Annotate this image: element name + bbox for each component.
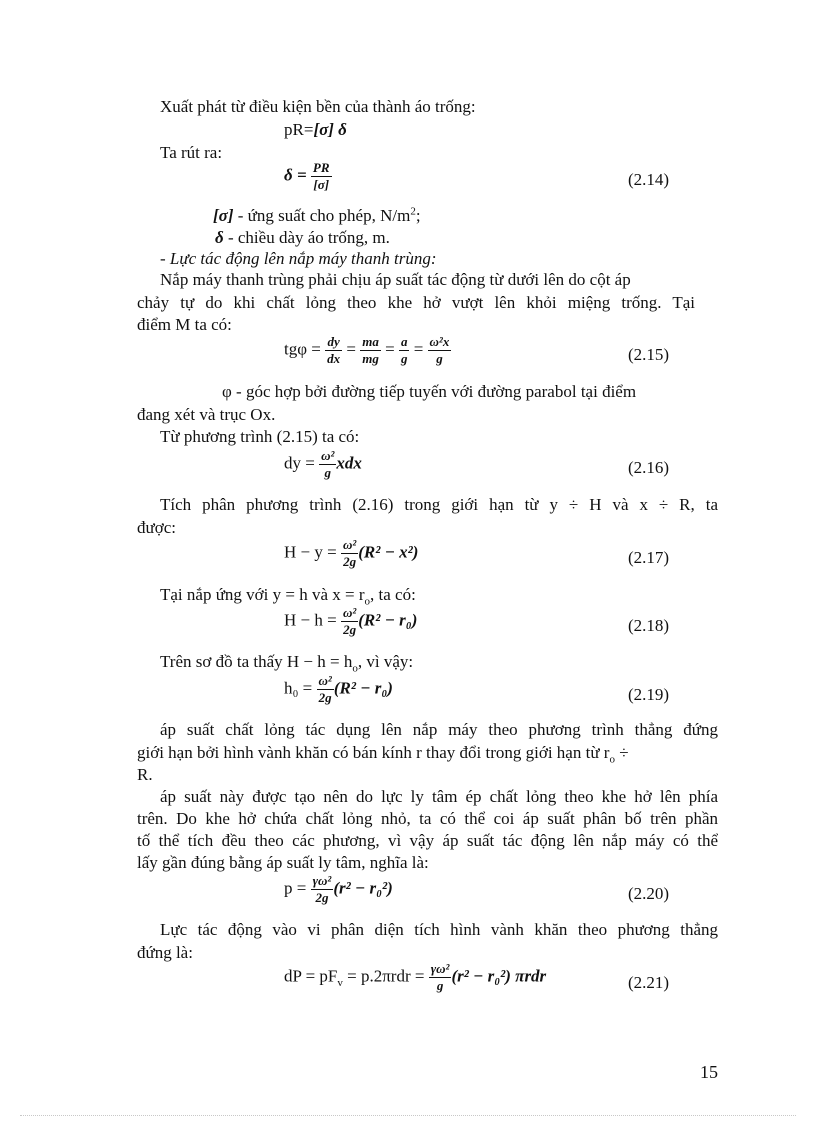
equation-number: (2.15) — [628, 345, 670, 364]
equation-number: (2.16) — [628, 458, 670, 477]
equation-lhs: tgφ = — [284, 339, 321, 359]
numerator: ω² — [317, 674, 334, 690]
definition-text: - ứng suất cho phép, N/m — [233, 206, 411, 225]
denominator: 2g — [315, 890, 329, 906]
paragraph-line: Lực tác động vào vi phân diện tích hình vành khăn theo phương thẳng — [160, 920, 718, 939]
denominator: 2g — [318, 690, 332, 706]
equation-lhs: p = — [284, 878, 307, 898]
paragraph-line: điểm M ta có: — [137, 315, 232, 334]
superscript: 2 — [410, 205, 416, 218]
formula-symbol: [σ] δ — [313, 120, 347, 139]
numerator: γω² — [429, 962, 452, 978]
subscript: o — [364, 595, 371, 608]
equation-rhs: (r² − r₀²) πrdr — [451, 966, 547, 986]
paragraph-line: Từ phương trình (2.15) ta có: — [160, 427, 360, 446]
equation-rhs: (r² − r₀²) — [333, 878, 393, 898]
equation-number: (2.18) — [628, 616, 670, 635]
formula-line — [284, 121, 347, 138]
equation-2-19 — [284, 674, 393, 706]
equation-number: (2.17) — [628, 548, 670, 567]
denominator: g — [436, 351, 443, 367]
equation-rhs: (R² − x²) — [358, 542, 419, 562]
denominator: g — [324, 465, 331, 481]
equation-lhs-continued: = p.2πrdr = — [342, 966, 425, 986]
equation-number: (2.20) — [628, 884, 670, 903]
equation-lhs: H − h = — [284, 610, 337, 630]
paragraph-line: Nắp máy thanh trùng phải chịu áp suất tác động từ dưới lên do cột áp — [160, 270, 631, 289]
denominator: 2g — [343, 622, 357, 638]
equation-2-16 — [284, 449, 362, 481]
definition-line — [215, 229, 390, 246]
definition-line: [σ] - ứng suất cho phép, $N/m^2$; — [213, 205, 421, 225]
equation-2-20 — [284, 874, 393, 906]
fraction — [317, 674, 334, 706]
paragraph-line: áp suất chất lỏng tác dụng lên nắp máy theo phương trình thẳng đứng — [160, 720, 718, 739]
text: , vì vậy: — [357, 652, 414, 671]
equation-number: (2.21) — [628, 973, 670, 992]
fraction — [319, 449, 336, 481]
fraction — [325, 335, 342, 367]
equation-2-17 — [284, 538, 418, 570]
subscript: v — [337, 977, 343, 990]
paragraph-line: R. — [137, 765, 153, 784]
equation-2-14 — [284, 161, 332, 193]
fraction — [428, 335, 452, 367]
page-bottom-divider — [20, 1115, 796, 1116]
equation-rhs: (R² − r₀) — [333, 678, 393, 698]
definition-text: - chiều dày áo trống, m. — [223, 228, 390, 247]
paragraph-line: Ta rút ra: — [160, 143, 223, 162]
section-heading: - Lực tác động lên nắp máy thanh trùng: — [160, 249, 437, 268]
subscript: o — [352, 662, 358, 675]
denominator: 2g — [343, 554, 357, 570]
numerator: ma — [360, 335, 381, 351]
text: giới hạn bởi hình vành khăn có bán kính r thay đổi trong giới hạn từ r — [137, 743, 610, 762]
paragraph-line: Tích phân phương trình (2.16) trong giới hạn từ y ÷ H và x ÷ R, ta — [160, 495, 718, 514]
equation-lhs: dy = — [284, 453, 315, 473]
paragraph-line: lấy gần đúng bằng áp suất ly tâm, nghĩa là: — [137, 853, 429, 872]
text: Tại nắp ứng với y = h và x = r — [160, 585, 365, 604]
paragraph-line — [160, 652, 414, 675]
paragraph-line: đứng là: — [137, 943, 193, 962]
numerator: PR — [311, 161, 332, 177]
denominator: g — [400, 351, 408, 367]
page-number: 15 — [700, 1062, 718, 1082]
equation-lhs: dP = pF — [284, 966, 338, 986]
numerator: ω² — [341, 538, 358, 554]
denominator: g — [436, 978, 444, 994]
fraction — [399, 335, 410, 367]
equation-lhs: δ = — [284, 165, 307, 185]
fraction — [429, 962, 452, 994]
fraction — [311, 161, 332, 193]
fraction — [341, 606, 358, 638]
numerator: dy — [325, 335, 342, 351]
text: , ta có: — [370, 585, 416, 604]
text: Trên sơ đồ ta thấy H − h = h — [160, 652, 353, 671]
fraction — [311, 874, 334, 906]
paragraph-line: Xuất phát từ điều kiện bền của thành áo trống: — [160, 97, 476, 116]
equation-number: (2.19) — [628, 685, 670, 704]
denominator: mg — [362, 351, 379, 367]
paragraph-line: chảy tự do khi chất lỏng theo khe hở vượt lên khỏi miệng trống. Tại — [137, 293, 695, 312]
subscript: o — [609, 753, 615, 766]
denominator: [σ] — [313, 177, 330, 193]
formula-text: pR= — [284, 120, 314, 139]
text: ÷ — [614, 743, 629, 762]
equation-rhs: xdx — [336, 453, 362, 473]
equation-number: (2.14) — [628, 170, 670, 189]
numerator: a — [399, 335, 410, 351]
formula-symbol: δ — [215, 228, 224, 247]
fraction — [360, 335, 381, 367]
paragraph-line: tố thể tích đều theo các phương, vì vậy áp suất tác động lên nắp máy có thể — [137, 831, 718, 850]
equation-2-18 — [284, 606, 417, 638]
equation-lhs: h₀ = — [284, 678, 313, 698]
numerator: γω² — [311, 874, 334, 890]
paragraph-line: trên. Do khe hở chứa chất lỏng nhỏ, ta có thể coi áp suất phân bố trên phần — [137, 809, 718, 828]
formula-symbol: [σ] — [213, 206, 234, 225]
numerator: ω²x — [428, 335, 452, 351]
numerator: ω² — [319, 449, 336, 465]
numerator: ω² — [341, 606, 358, 622]
paragraph-line: được: — [137, 518, 176, 537]
paragraph-line: φ - góc hợp bởi đường tiếp tuyến với đường parabol tại điểm — [222, 382, 637, 401]
paragraph-line — [137, 743, 629, 766]
equation-2-21 — [284, 962, 546, 994]
denominator: dx — [327, 351, 341, 367]
paragraph-line: đang xét và trục Ox. — [137, 405, 276, 424]
paragraph-line: áp suất này được tạo nên do lực ly tâm ép chất lỏng theo khe hở lên phía — [160, 787, 718, 806]
paragraph-line — [160, 585, 416, 608]
equation-2-15: tgφ = $\frac{dy}{dx}$ = $\frac{ma}{mg}$ = $\frac{a}{g}$ = $\frac{\text{ω²x}}{g}$ — [284, 334, 450, 367]
equation-lhs: H − y = — [284, 542, 337, 562]
fraction — [341, 538, 358, 570]
equation-rhs: (R² − r₀) — [358, 610, 418, 630]
